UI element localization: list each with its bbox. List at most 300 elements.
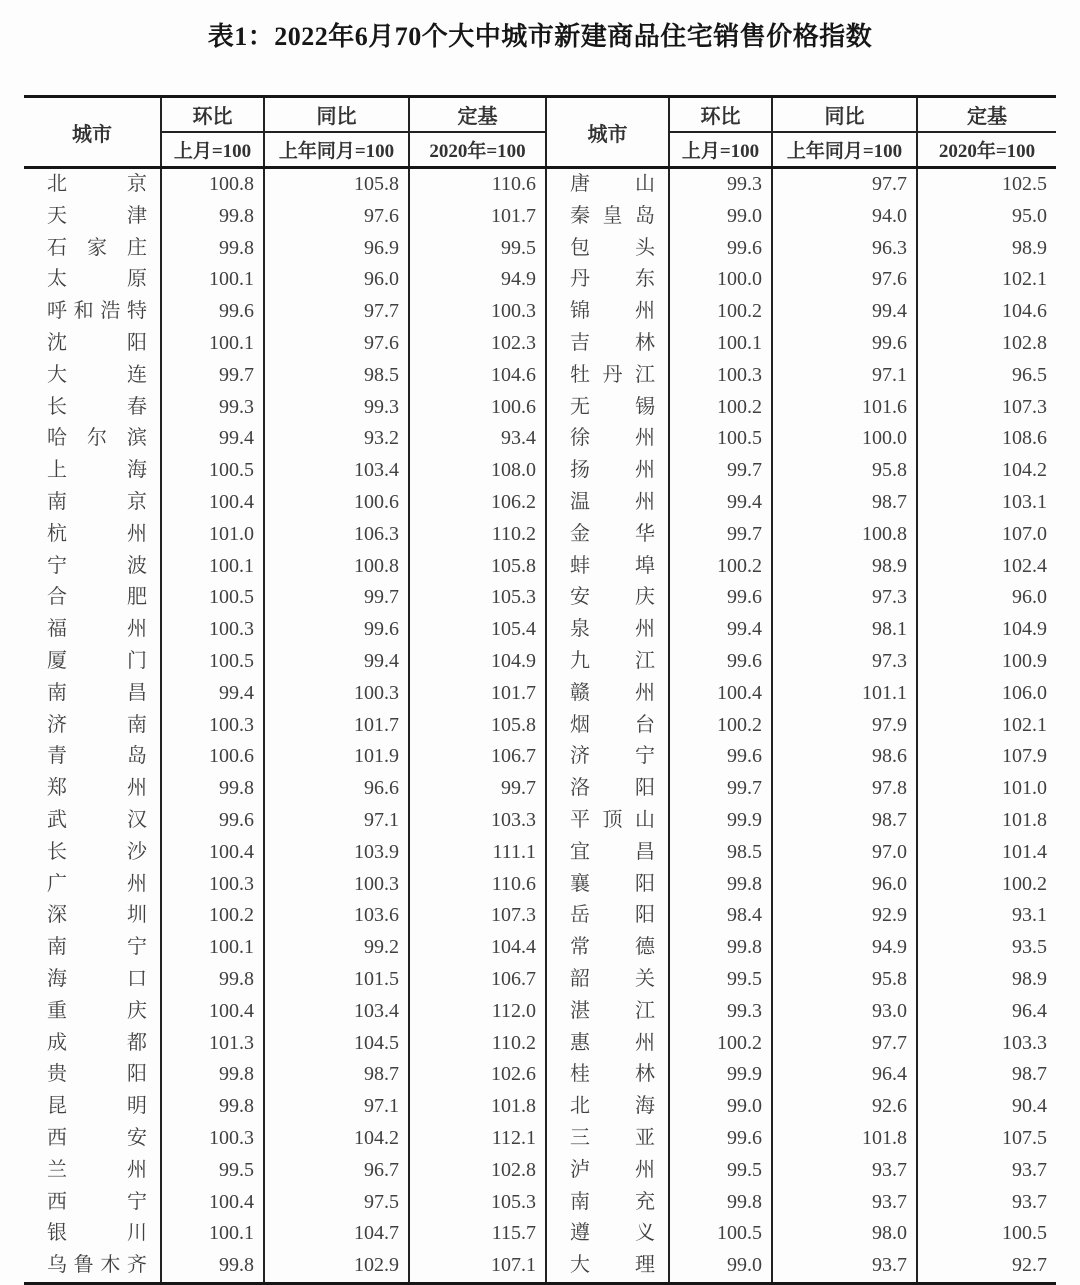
left-yoy-value: 96.7 bbox=[264, 1155, 409, 1187]
left-base-value: 102.3 bbox=[409, 328, 546, 360]
left-yoy-value: 100.6 bbox=[264, 487, 409, 519]
right-yoy-base-header: 上年同月=100 bbox=[772, 132, 917, 168]
price-index-table bbox=[24, 95, 1056, 1285]
right-yoy-value: 95.8 bbox=[772, 964, 917, 996]
right-city-name: 岳阳 bbox=[546, 900, 669, 932]
left-base-value: 104.6 bbox=[409, 360, 546, 392]
right-mom-value: 99.9 bbox=[669, 1059, 772, 1091]
right-city-name: 泉州 bbox=[546, 614, 669, 646]
right-city-name: 惠州 bbox=[546, 1028, 669, 1060]
table-row bbox=[24, 1250, 1056, 1283]
right-city-name: 牡丹江 bbox=[546, 360, 669, 392]
left-yoy-value: 106.3 bbox=[264, 519, 409, 551]
left-yoy-value: 98.5 bbox=[264, 360, 409, 392]
left-mom-value: 99.5 bbox=[161, 1155, 264, 1187]
right-city-name: 宜昌 bbox=[546, 837, 669, 869]
right-mom-value: 100.2 bbox=[669, 551, 772, 583]
left-base-value: 106.7 bbox=[409, 964, 546, 996]
left-base-value: 103.3 bbox=[409, 805, 546, 837]
right-mom-value: 99.4 bbox=[669, 487, 772, 519]
right-yoy-value: 97.6 bbox=[772, 264, 917, 296]
left-city-name: 天津 bbox=[47, 204, 147, 227]
left-base-value: 105.4 bbox=[409, 614, 546, 646]
right-base-value: 101.8 bbox=[917, 805, 1056, 837]
left-base-value: 112.0 bbox=[409, 996, 546, 1028]
left-yoy-value: 101.5 bbox=[264, 964, 409, 996]
right-city-name: 常德 bbox=[546, 932, 669, 964]
left-base-value: 107.3 bbox=[409, 900, 546, 932]
left-city-name: 宁波 bbox=[47, 554, 147, 577]
table-row bbox=[24, 964, 1056, 996]
table-row bbox=[24, 168, 1056, 201]
right-base-value: 108.6 bbox=[917, 423, 1056, 455]
right-yoy-value: 96.4 bbox=[772, 1059, 917, 1091]
right-base-value: 92.7 bbox=[917, 1250, 1056, 1283]
right-base-value: 93.1 bbox=[917, 900, 1056, 932]
table-row bbox=[24, 296, 1056, 328]
right-yoy-value: 101.1 bbox=[772, 678, 917, 710]
right-base-value: 96.0 bbox=[917, 582, 1056, 614]
right-yoy-value: 100.8 bbox=[772, 519, 917, 551]
right-city-name: 徐州 bbox=[546, 423, 669, 455]
left-yoy-value: 96.6 bbox=[264, 773, 409, 805]
left-yoy-value: 97.1 bbox=[264, 805, 409, 837]
right-mom-header: 环比 bbox=[669, 97, 772, 133]
table-row bbox=[24, 551, 1056, 583]
right-yoy-value: 99.6 bbox=[772, 328, 917, 360]
left-base-value: 115.7 bbox=[409, 1218, 546, 1250]
right-base-value: 96.4 bbox=[917, 996, 1056, 1028]
right-base-value: 104.6 bbox=[917, 296, 1056, 328]
right-mom-value: 99.6 bbox=[669, 1123, 772, 1155]
left-base-value: 110.6 bbox=[409, 168, 546, 201]
left-mom-value: 99.8 bbox=[161, 964, 264, 996]
left-city-name: 兰州 bbox=[47, 1158, 147, 1181]
left-mom-header: 环比 bbox=[161, 97, 264, 133]
right-base-value: 107.3 bbox=[917, 392, 1056, 424]
table-row bbox=[24, 1123, 1056, 1155]
left-mom-value: 99.6 bbox=[161, 805, 264, 837]
left-city-name: 深圳 bbox=[47, 904, 147, 927]
right-yoy-value: 97.0 bbox=[772, 837, 917, 869]
left-mom-value: 99.7 bbox=[161, 360, 264, 392]
right-yoy-value: 96.3 bbox=[772, 233, 917, 265]
right-mom-value: 100.2 bbox=[669, 710, 772, 742]
right-yoy-value: 97.8 bbox=[772, 773, 917, 805]
left-base-value: 101.7 bbox=[409, 201, 546, 233]
left-mom-value: 100.8 bbox=[161, 168, 264, 201]
left-yoy-value: 97.1 bbox=[264, 1091, 409, 1123]
right-yoy-value: 98.7 bbox=[772, 805, 917, 837]
right-yoy-value: 97.9 bbox=[772, 710, 917, 742]
right-base-value: 106.0 bbox=[917, 678, 1056, 710]
left-yoy-value: 97.6 bbox=[264, 328, 409, 360]
right-base-value: 102.1 bbox=[917, 710, 1056, 742]
right-mom-value: 100.2 bbox=[669, 392, 772, 424]
right-yoy-value: 92.9 bbox=[772, 900, 917, 932]
left-city-name: 南昌 bbox=[47, 681, 147, 704]
left-mom-value: 100.4 bbox=[161, 1187, 264, 1219]
left-city-name: 北京 bbox=[47, 173, 147, 195]
right-base-value: 102.4 bbox=[917, 551, 1056, 583]
right-yoy-value: 98.7 bbox=[772, 487, 917, 519]
right-yoy-value: 94.9 bbox=[772, 932, 917, 964]
right-mom-value: 100.5 bbox=[669, 1218, 772, 1250]
table-row bbox=[24, 328, 1056, 360]
right-base-value: 93.5 bbox=[917, 932, 1056, 964]
left-yoy-value: 98.7 bbox=[264, 1059, 409, 1091]
table-row bbox=[24, 646, 1056, 678]
left-base-value: 105.3 bbox=[409, 1187, 546, 1219]
left-yoy-value: 100.3 bbox=[264, 678, 409, 710]
right-city-name: 大理 bbox=[546, 1250, 669, 1283]
right-base-value: 93.7 bbox=[917, 1187, 1056, 1219]
table-row bbox=[24, 741, 1056, 773]
right-city-name: 洛阳 bbox=[546, 773, 669, 805]
right-mom-value: 99.4 bbox=[669, 614, 772, 646]
left-yoy-value: 100.3 bbox=[264, 869, 409, 901]
left-mom-value: 100.4 bbox=[161, 837, 264, 869]
table-row bbox=[24, 392, 1056, 424]
right-mom-value: 99.6 bbox=[669, 582, 772, 614]
right-city-name: 蚌埠 bbox=[546, 551, 669, 583]
page-title: 表1：2022年6月70个大中城市新建商品住宅销售价格指数 bbox=[207, 22, 873, 51]
right-yoy-value: 94.0 bbox=[772, 201, 917, 233]
right-city-name: 安庆 bbox=[546, 582, 669, 614]
left-base-value: 111.1 bbox=[409, 837, 546, 869]
left-base-value: 105.8 bbox=[409, 710, 546, 742]
right-yoy-value: 97.7 bbox=[772, 1028, 917, 1060]
left-city-name: 乌鲁木齐 bbox=[47, 1254, 147, 1277]
left-mom-value: 100.1 bbox=[161, 932, 264, 964]
right-city-name: 吉林 bbox=[546, 328, 669, 360]
left-base-value: 112.1 bbox=[409, 1123, 546, 1155]
right-mom-value: 99.8 bbox=[669, 869, 772, 901]
table-row bbox=[24, 1155, 1056, 1187]
table-row bbox=[24, 869, 1056, 901]
right-mom-value: 99.5 bbox=[669, 1155, 772, 1187]
right-mom-value: 99.7 bbox=[669, 773, 772, 805]
right-mom-value: 100.3 bbox=[669, 360, 772, 392]
right-base-value: 100.9 bbox=[917, 646, 1056, 678]
right-yoy-header: 同比 bbox=[772, 97, 917, 133]
left-base-value: 105.3 bbox=[409, 582, 546, 614]
left-mom-value: 99.4 bbox=[161, 423, 264, 455]
left-base-value: 110.6 bbox=[409, 869, 546, 901]
right-yoy-value: 93.7 bbox=[772, 1250, 917, 1283]
left-city-name: 贵阳 bbox=[47, 1063, 147, 1086]
right-base-value: 98.9 bbox=[917, 233, 1056, 265]
left-yoy-value: 104.7 bbox=[264, 1218, 409, 1250]
right-yoy-value: 97.7 bbox=[772, 168, 917, 201]
left-yoy-value: 96.0 bbox=[264, 264, 409, 296]
table-row bbox=[24, 455, 1056, 487]
left-yoy-value: 100.8 bbox=[264, 551, 409, 583]
left-mom-value: 99.8 bbox=[161, 1091, 264, 1123]
left-city-name: 南京 bbox=[47, 490, 147, 513]
left-mom-value: 99.8 bbox=[161, 1250, 264, 1283]
left-city-name: 武汉 bbox=[47, 808, 147, 831]
left-city-name: 呼和浩特 bbox=[47, 300, 147, 323]
right-mom-value: 99.0 bbox=[669, 1250, 772, 1283]
left-yoy-value: 97.7 bbox=[264, 296, 409, 328]
left-city-name: 上海 bbox=[47, 459, 147, 482]
left-city-name: 福州 bbox=[47, 618, 147, 641]
right-mom-value: 100.1 bbox=[669, 328, 772, 360]
left-yoy-value: 93.2 bbox=[264, 423, 409, 455]
left-mom-value: 99.8 bbox=[161, 233, 264, 265]
right-city-name: 九江 bbox=[546, 646, 669, 678]
right-base-value: 102.1 bbox=[917, 264, 1056, 296]
left-yoy-value: 97.6 bbox=[264, 201, 409, 233]
right-mom-value: 98.5 bbox=[669, 837, 772, 869]
left-yoy-value: 102.9 bbox=[264, 1250, 409, 1283]
right-yoy-value: 101.8 bbox=[772, 1123, 917, 1155]
left-yoy-value: 104.5 bbox=[264, 1028, 409, 1060]
right-yoy-value: 96.0 bbox=[772, 869, 917, 901]
right-mom-value: 99.8 bbox=[669, 1187, 772, 1219]
left-yoy-value: 101.7 bbox=[264, 710, 409, 742]
right-base-value: 93.7 bbox=[917, 1155, 1056, 1187]
table-row bbox=[24, 264, 1056, 296]
left-base-value: 100.3 bbox=[409, 296, 546, 328]
right-base-value: 103.1 bbox=[917, 487, 1056, 519]
right-base-value: 103.3 bbox=[917, 1028, 1056, 1060]
left-city-name: 沈阳 bbox=[47, 331, 147, 354]
left-yoy-value: 103.6 bbox=[264, 900, 409, 932]
right-base-value: 104.2 bbox=[917, 455, 1056, 487]
left-yoy-value: 103.4 bbox=[264, 455, 409, 487]
right-yoy-value: 99.4 bbox=[772, 296, 917, 328]
left-base-value: 106.2 bbox=[409, 487, 546, 519]
left-city-name: 昆明 bbox=[47, 1095, 147, 1118]
right-yoy-value: 97.1 bbox=[772, 360, 917, 392]
left-yoy-value: 99.2 bbox=[264, 932, 409, 964]
right-city-name: 韶关 bbox=[546, 964, 669, 996]
left-city-name: 重庆 bbox=[47, 999, 147, 1022]
right-base-value: 107.9 bbox=[917, 741, 1056, 773]
right-yoy-value: 95.8 bbox=[772, 455, 917, 487]
right-mom-value: 100.0 bbox=[669, 264, 772, 296]
left-mom-value: 99.6 bbox=[161, 296, 264, 328]
table-row bbox=[24, 582, 1056, 614]
table-row bbox=[24, 773, 1056, 805]
table-row bbox=[24, 1028, 1056, 1060]
left-city-name: 太原 bbox=[47, 268, 147, 291]
right-city-name: 南充 bbox=[546, 1187, 669, 1219]
right-yoy-value: 93.7 bbox=[772, 1187, 917, 1219]
left-yoy-value: 99.3 bbox=[264, 392, 409, 424]
left-base-value: 99.5 bbox=[409, 233, 546, 265]
right-base-value: 100.5 bbox=[917, 1218, 1056, 1250]
right-mom-value: 100.2 bbox=[669, 296, 772, 328]
table-row bbox=[24, 900, 1056, 932]
right-city-name: 赣州 bbox=[546, 678, 669, 710]
right-city-name: 襄阳 bbox=[546, 869, 669, 901]
right-base-value: 98.9 bbox=[917, 964, 1056, 996]
right-city-name: 锦州 bbox=[546, 296, 669, 328]
left-mom-value: 100.4 bbox=[161, 487, 264, 519]
right-mom-value: 99.7 bbox=[669, 455, 772, 487]
left-city-name: 西宁 bbox=[47, 1190, 147, 1213]
right-mom-value: 99.8 bbox=[669, 932, 772, 964]
table-row bbox=[24, 1218, 1056, 1250]
right-city-name: 桂林 bbox=[546, 1059, 669, 1091]
right-city-name: 北海 bbox=[546, 1091, 669, 1123]
table-row bbox=[24, 423, 1056, 455]
table-row bbox=[24, 614, 1056, 646]
right-yoy-value: 98.6 bbox=[772, 741, 917, 773]
left-mom-value: 99.8 bbox=[161, 201, 264, 233]
left-base-value: 104.9 bbox=[409, 646, 546, 678]
right-base-value: 107.5 bbox=[917, 1123, 1056, 1155]
right-base-value: 101.0 bbox=[917, 773, 1056, 805]
left-city-name: 厦门 bbox=[47, 649, 147, 672]
left-base-value: 110.2 bbox=[409, 519, 546, 551]
right-yoy-value: 100.0 bbox=[772, 423, 917, 455]
left-mom-value: 100.4 bbox=[161, 996, 264, 1028]
right-base-value: 96.5 bbox=[917, 360, 1056, 392]
table-row bbox=[24, 678, 1056, 710]
table-row bbox=[24, 837, 1056, 869]
left-city-name: 合肥 bbox=[47, 586, 147, 609]
left-mom-value: 99.8 bbox=[161, 1059, 264, 1091]
right-city-name: 秦皇岛 bbox=[546, 201, 669, 233]
left-city-name: 石家庄 bbox=[47, 236, 147, 259]
left-city-name: 青岛 bbox=[47, 745, 147, 768]
right-mom-value: 99.3 bbox=[669, 996, 772, 1028]
left-city-name: 大连 bbox=[47, 363, 147, 386]
right-mom-value: 100.4 bbox=[669, 678, 772, 710]
left-mom-value: 100.1 bbox=[161, 1218, 264, 1250]
left-yoy-value: 103.4 bbox=[264, 996, 409, 1028]
left-mom-base-header: 上月=100 bbox=[161, 132, 264, 168]
right-mom-value: 98.4 bbox=[669, 900, 772, 932]
left-base-value: 94.9 bbox=[409, 264, 546, 296]
left-city-name: 广州 bbox=[47, 872, 147, 895]
right-mom-value: 99.3 bbox=[669, 168, 772, 201]
left-city-name: 西安 bbox=[47, 1126, 147, 1149]
left-mom-value: 100.3 bbox=[161, 614, 264, 646]
left-mom-value: 100.1 bbox=[161, 328, 264, 360]
left-base-value: 105.8 bbox=[409, 551, 546, 583]
left-base-value: 101.8 bbox=[409, 1091, 546, 1123]
right-mom-value: 100.2 bbox=[669, 1028, 772, 1060]
left-yoy-header: 同比 bbox=[264, 97, 409, 133]
left-mom-value: 100.1 bbox=[161, 551, 264, 583]
table-row bbox=[24, 932, 1056, 964]
left-base-value: 93.4 bbox=[409, 423, 546, 455]
right-mom-value: 99.6 bbox=[669, 233, 772, 265]
left-city-name: 成都 bbox=[47, 1031, 147, 1054]
right-city-name: 济宁 bbox=[546, 741, 669, 773]
right-mom-value: 99.0 bbox=[669, 1091, 772, 1123]
left-base-value: 104.4 bbox=[409, 932, 546, 964]
right-mom-value: 99.9 bbox=[669, 805, 772, 837]
left-city-name: 海口 bbox=[47, 967, 147, 990]
right-city-name: 丹东 bbox=[546, 264, 669, 296]
right-city-name: 烟台 bbox=[546, 710, 669, 742]
right-city-name: 唐山 bbox=[546, 168, 669, 201]
left-base-value: 99.7 bbox=[409, 773, 546, 805]
left-mom-value: 100.1 bbox=[161, 264, 264, 296]
right-base-value: 90.4 bbox=[917, 1091, 1056, 1123]
table-header bbox=[24, 97, 1056, 168]
left-yoy-value: 105.8 bbox=[264, 168, 409, 201]
right-yoy-value: 98.9 bbox=[772, 551, 917, 583]
left-base-value: 107.1 bbox=[409, 1250, 546, 1283]
table-row bbox=[24, 1187, 1056, 1219]
right-base-header: 定基 bbox=[917, 97, 1056, 133]
right-yoy-value: 98.0 bbox=[772, 1218, 917, 1250]
table-row bbox=[24, 487, 1056, 519]
left-yoy-value: 103.9 bbox=[264, 837, 409, 869]
table-row bbox=[24, 233, 1056, 265]
right-mom-value: 99.7 bbox=[669, 519, 772, 551]
right-yoy-value: 93.0 bbox=[772, 996, 917, 1028]
left-yoy-value: 99.4 bbox=[264, 646, 409, 678]
right-mom-base-header: 上月=100 bbox=[669, 132, 772, 168]
left-yoy-value: 97.5 bbox=[264, 1187, 409, 1219]
right-base-value: 104.9 bbox=[917, 614, 1056, 646]
left-base-value: 100.6 bbox=[409, 392, 546, 424]
left-base-value: 102.8 bbox=[409, 1155, 546, 1187]
right-city-name: 平顶山 bbox=[546, 805, 669, 837]
left-city-name: 郑州 bbox=[47, 777, 147, 800]
right-mom-value: 99.6 bbox=[669, 646, 772, 678]
right-mom-value: 99.6 bbox=[669, 741, 772, 773]
left-yoy-value: 101.9 bbox=[264, 741, 409, 773]
right-city-name: 泸州 bbox=[546, 1155, 669, 1187]
table-row bbox=[24, 805, 1056, 837]
header-row-groups bbox=[24, 97, 1056, 133]
right-base-value: 102.5 bbox=[917, 168, 1056, 201]
left-yoy-value: 104.2 bbox=[264, 1123, 409, 1155]
left-mom-value: 101.3 bbox=[161, 1028, 264, 1060]
left-base-value: 108.0 bbox=[409, 455, 546, 487]
left-yoy-value: 99.6 bbox=[264, 614, 409, 646]
left-mom-value: 100.3 bbox=[161, 1123, 264, 1155]
right-city-name: 湛江 bbox=[546, 996, 669, 1028]
right-city-name: 金华 bbox=[546, 519, 669, 551]
left-mom-value: 100.5 bbox=[161, 455, 264, 487]
left-base-value: 106.7 bbox=[409, 741, 546, 773]
left-base-value: 101.7 bbox=[409, 678, 546, 710]
right-city-name: 扬州 bbox=[546, 455, 669, 487]
left-city-name: 杭州 bbox=[47, 522, 147, 545]
right-city-name: 温州 bbox=[546, 487, 669, 519]
right-yoy-value: 93.7 bbox=[772, 1155, 917, 1187]
left-city-header: 城市 bbox=[24, 97, 161, 168]
left-mom-value: 99.3 bbox=[161, 392, 264, 424]
left-mom-value: 99.4 bbox=[161, 678, 264, 710]
left-city-name: 长沙 bbox=[47, 840, 147, 863]
left-city-name: 南宁 bbox=[47, 936, 147, 959]
table-row bbox=[24, 360, 1056, 392]
table-row bbox=[24, 1091, 1056, 1123]
right-base-value: 102.8 bbox=[917, 328, 1056, 360]
table-row bbox=[24, 996, 1056, 1028]
right-city-name: 包头 bbox=[546, 233, 669, 265]
left-city-name: 银川 bbox=[47, 1222, 147, 1245]
left-base-base-header: 2020年=100 bbox=[409, 132, 546, 168]
right-city-name: 遵义 bbox=[546, 1218, 669, 1250]
left-yoy-value: 96.9 bbox=[264, 233, 409, 265]
right-base-value: 100.2 bbox=[917, 869, 1056, 901]
left-base-value: 102.6 bbox=[409, 1059, 546, 1091]
table-row bbox=[24, 519, 1056, 551]
left-mom-value: 100.5 bbox=[161, 646, 264, 678]
